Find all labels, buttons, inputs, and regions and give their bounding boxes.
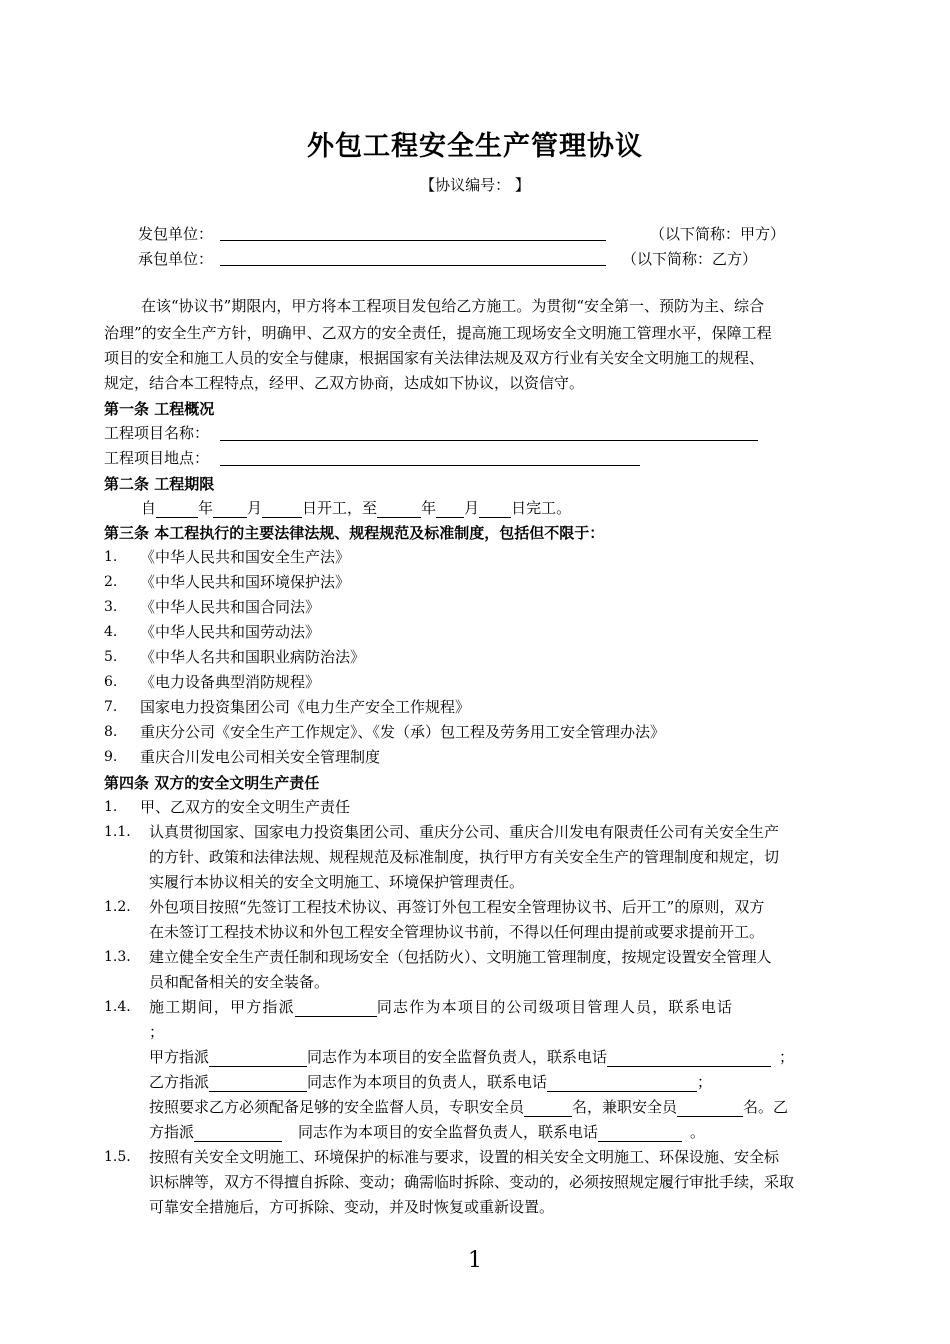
clause-1-4-line-1	[149, 997, 733, 1017]
agreement-number: 【协议编号： 】	[420, 176, 530, 194]
intro-line-2: 治理”的安全生产方针，明确甲、乙双方的安全责任，提高施工现场安全文明施工管理水平，保障工程	[104, 324, 772, 342]
party-b-lead-blank[interactable]	[209, 1075, 307, 1092]
party-a-safety-lead-blank[interactable]	[209, 1050, 307, 1067]
party-a-label: 发包单位：	[138, 225, 214, 243]
clause-text: 方指派	[149, 1123, 195, 1141]
end-month-blank[interactable]	[436, 501, 464, 518]
period-line	[141, 498, 571, 518]
project-place-blank[interactable]	[220, 465, 640, 466]
clause-1-5-line: 按照有关安全文明施工、环境保护的标准与要求，设置的相关安全文明施工、环保设施、安全标	[149, 1148, 780, 1166]
list-item-number: 8.	[104, 724, 118, 740]
clause-text: 乙方指派	[149, 1073, 210, 1091]
document-title: 外包工程安全生产管理协议	[307, 131, 643, 162]
party-b-note: （以下简称：乙方）	[622, 250, 758, 268]
clause-text: 甲方指派	[149, 1048, 210, 1066]
period-start: 日开工，至	[302, 499, 378, 517]
section-title: 甲、乙双方的安全文明生产责任	[140, 798, 351, 816]
clause-number: 1.2.	[104, 899, 131, 915]
party-a-blank[interactable]	[220, 240, 606, 241]
list-item: 《中华人民共和国环境保护法》	[140, 573, 351, 591]
start-year-blank[interactable]	[156, 501, 198, 518]
clause-text: ；	[697, 1073, 713, 1091]
project-name-blank[interactable]	[220, 440, 758, 441]
clause-1-4-line-4	[149, 1097, 788, 1117]
list-item-number: 4.	[104, 624, 118, 640]
party-b-phone-blank[interactable]	[547, 1075, 697, 1092]
clause-1-1-line: 的方针、政策和法律法规、规程规范及标准制度，执行甲方有关安全生产的管理制度和规定，切	[149, 848, 780, 866]
page-number: 1	[468, 1248, 482, 1273]
list-item-number: 9.	[104, 749, 118, 765]
clause-1-3-line: 员和配备相关的安全装备。	[149, 973, 330, 991]
party-a-safety-phone-blank[interactable]	[607, 1050, 771, 1067]
end-day-blank[interactable]	[479, 501, 511, 518]
list-item: 《中华人名共和国职业病防治法》	[140, 648, 366, 666]
clause-text: 名。乙	[743, 1098, 789, 1116]
period-end: 日完工。	[511, 499, 572, 517]
clause-text: 按照要求乙方必须配备足够的安全监督人员，专职安全员	[149, 1098, 525, 1116]
intro-line-1: 在该“协议书”期限内，甲方将本工程项目发包给乙方施工。为贯彻“安全第一、预防为主、综合	[141, 297, 765, 315]
company-manager-blank[interactable]	[295, 1000, 377, 1017]
clause-number: 1.4.	[104, 999, 131, 1015]
parttime-safety-count-blank[interactable]	[677, 1100, 743, 1117]
clause-text: 名，兼职安全员	[572, 1098, 678, 1116]
start-month-blank[interactable]	[213, 501, 247, 518]
list-item-number: 5.	[104, 649, 118, 665]
clause-number: 1.5.	[104, 1149, 131, 1165]
end-year-blank[interactable]	[377, 501, 421, 518]
party-a-note: （以下简称：甲方）	[650, 225, 786, 243]
article-1-heading: 第一条 工程概况	[104, 400, 215, 418]
clause-number: 1.3.	[104, 949, 131, 965]
party-b-safety-lead-blank[interactable]	[194, 1125, 282, 1142]
list-item: 国家电力投资集团公司《电力生产安全工作规程》	[140, 698, 471, 716]
clause-1-1-line: 实履行本协议相关的安全文明施工、环境保护管理责任。	[149, 873, 525, 891]
fulltime-safety-count-blank[interactable]	[524, 1100, 572, 1117]
clause-1-5-line: 识标牌等，双方不得擅自拆除、变动；确需临时拆除、变动的，必须按照规定履行审批手续，采取	[149, 1173, 795, 1191]
clause-1-5-line: 可靠安全措施后，方可拆除、变动，并及时恢复或重新设置。	[149, 1198, 555, 1216]
clause-text: 。	[690, 1123, 706, 1141]
clause-text: 同志作为本项目的公司级项目管理人员，联系电话	[376, 998, 734, 1016]
clause-1-2-line: 外包项目按照“先签订工程技术协议、再签订外包工程安全管理协议书、后开工”的原则，双方	[149, 898, 765, 916]
list-item-number: 7.	[104, 699, 118, 715]
list-item: 《中华人民共和国安全生产法》	[140, 548, 351, 566]
article-3-heading: 第三条 本工程执行的主要法律法规、规程规范及标准制度，包括但不限于：	[104, 524, 605, 542]
list-item: 《中华人民共和国合同法》	[140, 598, 321, 616]
clause-text: 同志作为本项目的安全监督负责人，联系电话	[298, 1123, 599, 1141]
article-2-heading: 第二条 工程期限	[104, 475, 215, 493]
list-item: 重庆合川发电公司相关安全管理制度	[140, 748, 381, 766]
period-year-2: 年	[421, 499, 437, 517]
article-4-heading: 第四条 双方的安全文明生产责任	[104, 774, 320, 792]
period-year-1: 年	[198, 499, 214, 517]
clause-semicolon: ；	[149, 1023, 165, 1041]
section-number: 1.	[104, 799, 118, 815]
clause-1-4-line-2	[149, 1047, 794, 1067]
list-item: 《中华人民共和国劳动法》	[140, 623, 321, 641]
clause-1-3-line: 建立健全安全生产责任制和现场安全（包括防火）、文明施工管理制度，按规定设置安全管理人	[149, 948, 772, 966]
party-b-label: 承包单位：	[138, 250, 214, 268]
period-from: 自	[141, 499, 157, 517]
list-item: 重庆分公司《安全生产工作规定》、《发（承）包工程及劳务用工安全管理办法》	[140, 723, 666, 741]
clause-number: 1.1.	[104, 824, 131, 840]
list-item-number: 3.	[104, 599, 118, 615]
list-item-number: 6.	[104, 674, 118, 690]
clause-text: 施工期间，甲方指派	[149, 998, 295, 1016]
intro-line-4: 规定，结合本工程特点，经甲、乙双方协商，达成如下协议，以资信守。	[104, 374, 585, 392]
period-month-1: 月	[247, 499, 263, 517]
list-item-number: 2.	[104, 574, 118, 590]
clause-1-4-line-3	[149, 1072, 712, 1092]
clause-1-2-line: 在未签订工程技术协议和外包工程安全管理协议书前，不得以任何理由提前或要求提前开工。	[149, 923, 765, 941]
clause-text: ；	[779, 1048, 795, 1066]
clause-1-4-line-5	[149, 1122, 705, 1142]
period-month-2: 月	[464, 499, 480, 517]
start-day-blank[interactable]	[262, 501, 302, 518]
list-item: 《电力设备典型消防规程》	[140, 673, 321, 691]
clause-text: 同志作为本项目的安全监督负责人，联系电话	[307, 1048, 608, 1066]
project-place-label: 工程项目地点：	[104, 449, 210, 467]
intro-line-3: 项目的安全和施工人员的安全与健康，根据国家有关法律法规及双方行业有关安全文明施工的规程、	[104, 349, 765, 367]
project-name-label: 工程项目名称：	[104, 424, 210, 442]
clause-text: 同志作为本项目的负责人，联系电话	[307, 1073, 548, 1091]
party-b-blank[interactable]	[220, 265, 606, 266]
party-b-safety-phone-blank[interactable]	[598, 1125, 682, 1142]
list-item-number: 1.	[104, 549, 118, 565]
clause-1-1-line: 认真贯彻国家、国家电力投资集团公司、重庆分公司、重庆合川发电有限责任公司有关安全生产	[149, 823, 780, 841]
